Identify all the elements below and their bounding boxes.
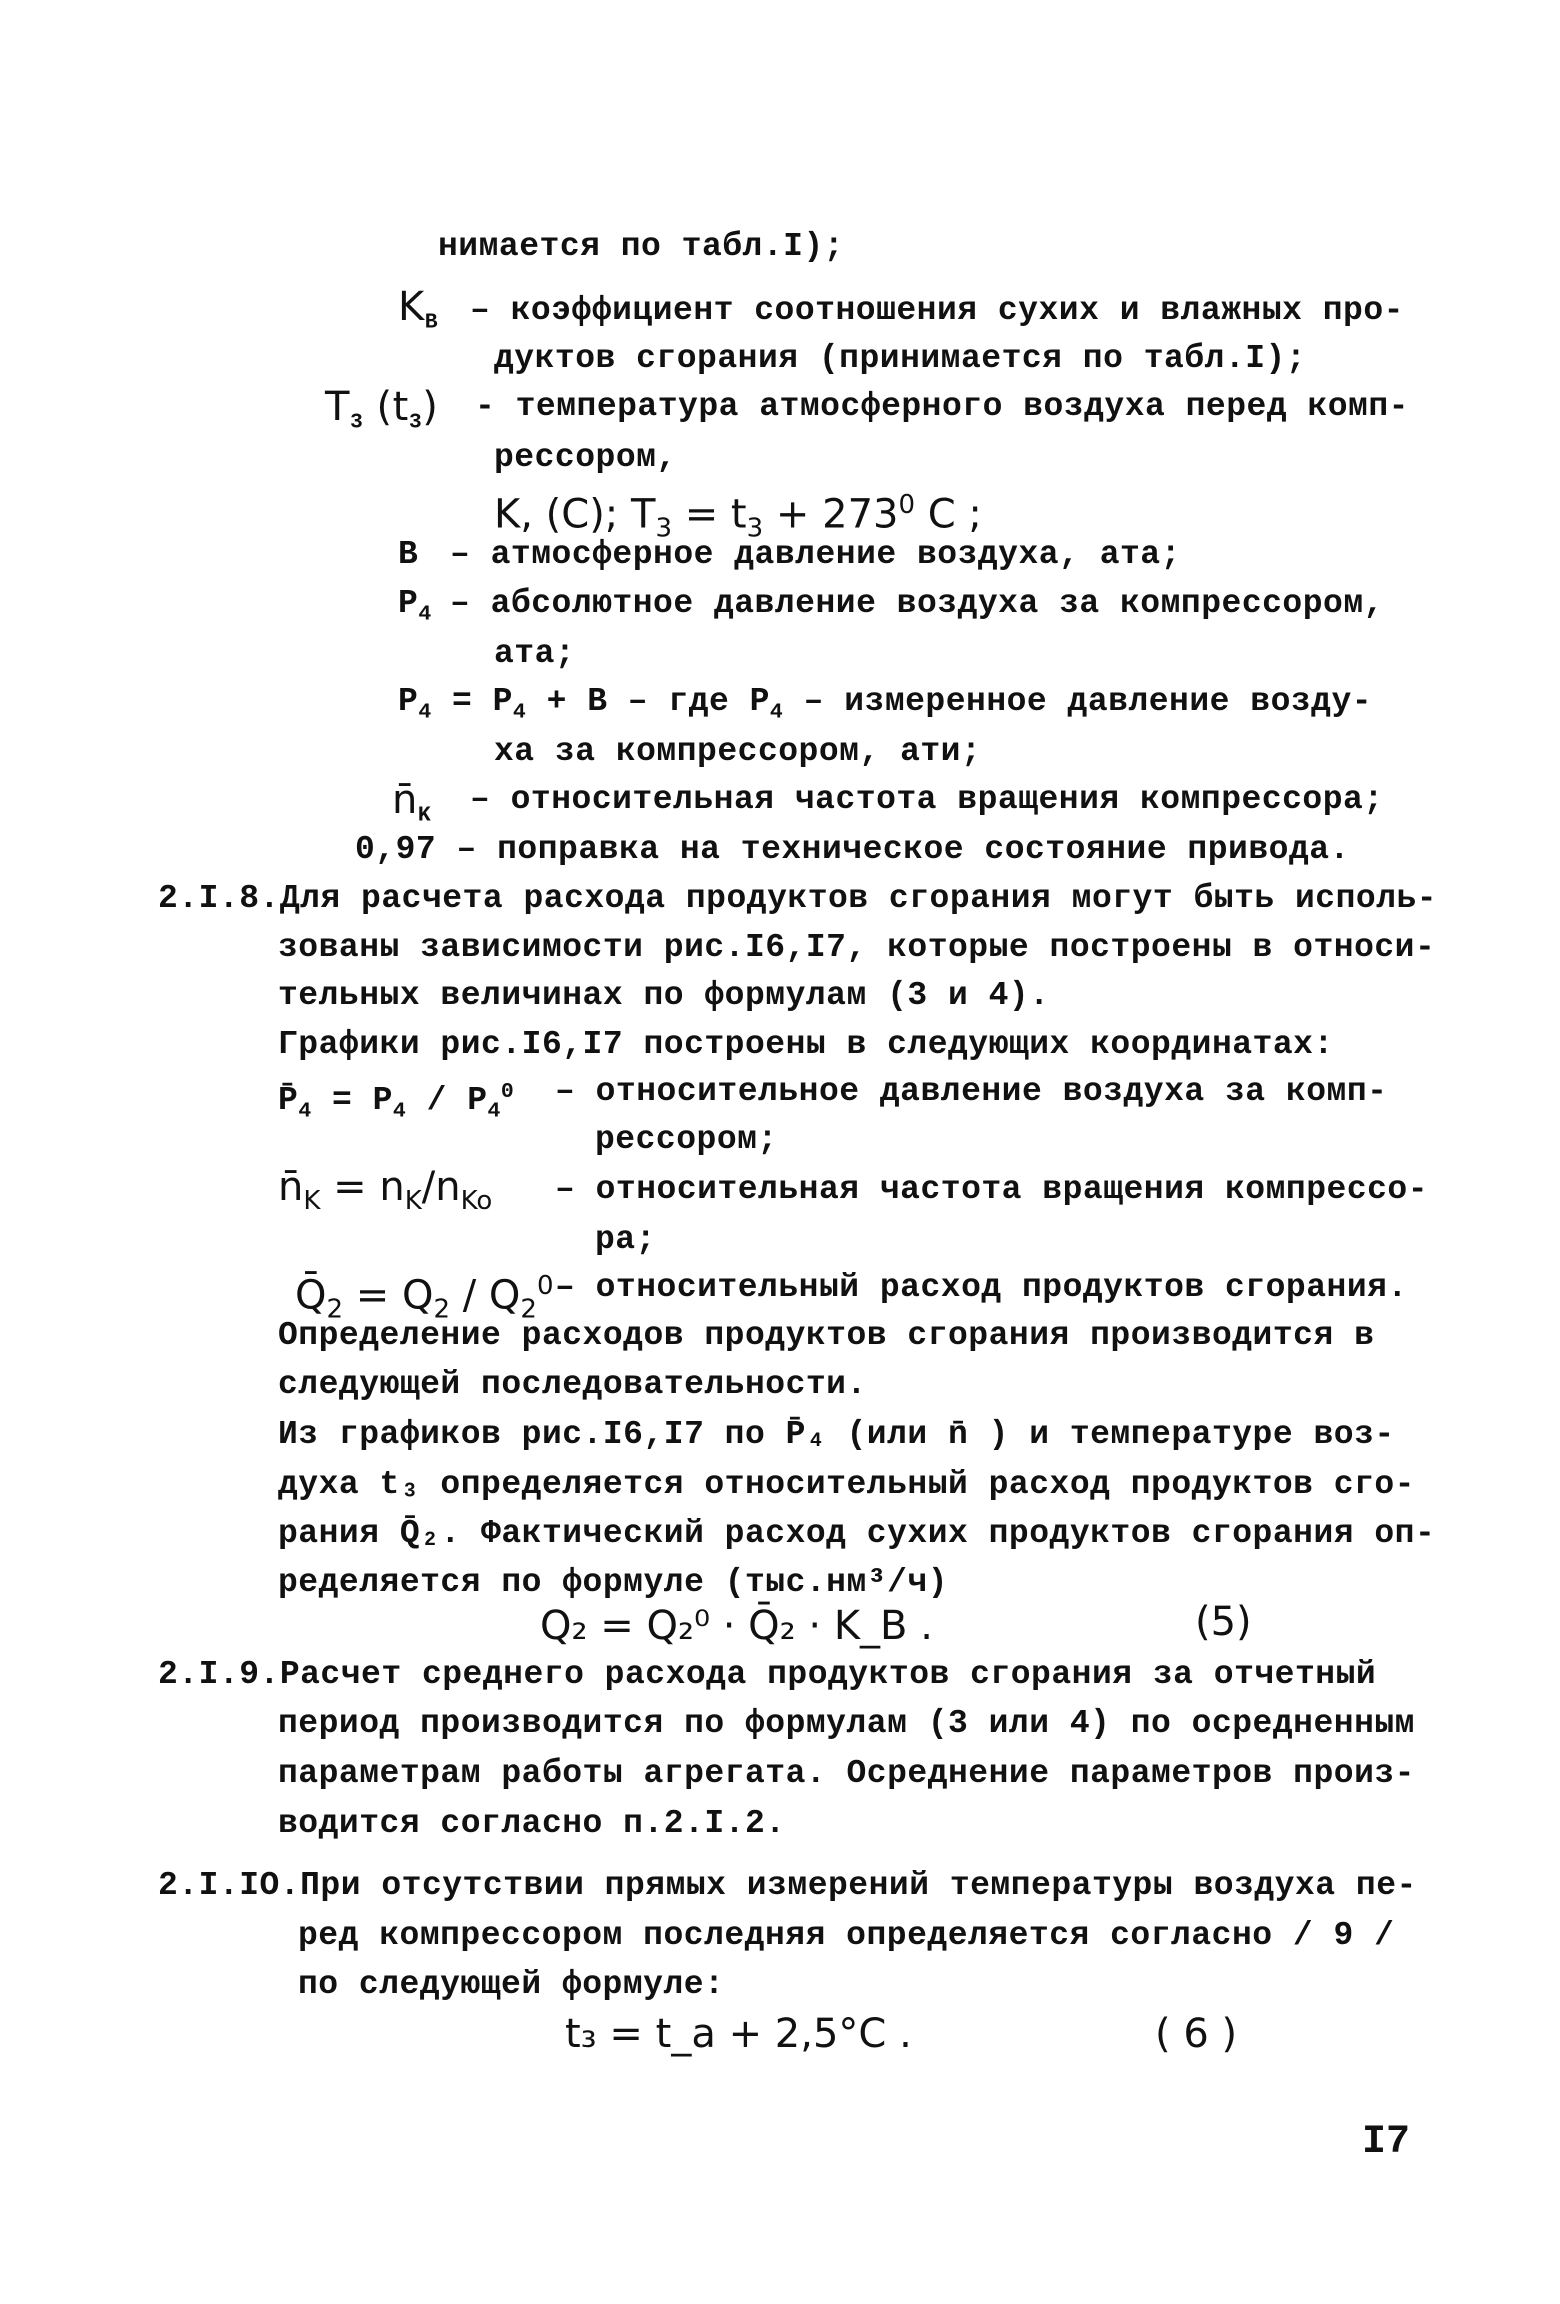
text-line: Графики рис.I6,I7 построены в следующих координатах: [278, 1026, 1334, 1063]
text-line: - температура атмосферного воздуха перед комп- [475, 388, 1409, 425]
text-line: – атмосферное давление воздуха, ата; [450, 536, 1181, 573]
formula-relative-pressure: $P̄_4 = P_4 / P_4^0$ [278, 1080, 515, 1124]
text-line: духа t₃ определяется относительный расход продуктов сго- [278, 1466, 1415, 1503]
text-line: ата; [494, 635, 576, 672]
text-line: дуктов сгорания (принимается по табл.I); [494, 340, 1307, 377]
text-line: – относительный расход продуктов сгорания. [555, 1269, 1408, 1306]
text-line: 2.I.8.Для расчета расхода продуктов сгорания могут быть исполь- [158, 880, 1438, 917]
text-line: 0,97 – поправка на техническое состояние привода. [355, 831, 1350, 868]
formula-temperature: K, (C); $T_3 = t_3 + 273^0$ C ; [494, 490, 982, 544]
text-line: Из графиков рис.I6,I7 по P̄₄ (или n̄ ) и температуре воз- [278, 1416, 1395, 1453]
formula-6: t₃ = t_a + 2,5°C . [565, 2011, 912, 2057]
text-line: – относительная частота вращения компрессора; [470, 781, 1384, 818]
symbol-kb: $K_B$ [398, 284, 439, 335]
text-line: следующей последовательности. [278, 1366, 867, 1403]
text-line: – относительное давление воздуха за комп- [555, 1073, 1388, 1110]
symbol-t3: $T_3$ $(t_3)$ [325, 384, 439, 435]
text-line: – абсолютное давление воздуха за компрессором, [450, 585, 1384, 622]
text-line: 2.I.IO.При отсутствии прямых измерений температуры воздуха пе- [158, 1867, 1417, 1904]
text-line: зованы зависимости рис.I6,I7, которые построены в относи- [278, 929, 1436, 966]
page-number: I7 [1361, 2120, 1410, 2165]
text-line: ред компрессором последняя определяется согласно / 9 / [298, 1917, 1395, 1954]
text-line: период производится по формулам (3 или 4) по осредненным [278, 1705, 1415, 1742]
text-line: рессором, [494, 439, 677, 476]
text-line: ра; [595, 1221, 656, 1258]
text-line: водится согласно п.2.I.2. [278, 1805, 786, 1842]
symbol-nk: $n̄_K$ [392, 777, 432, 828]
text-line: по следующей формуле: [298, 1966, 725, 2003]
formula-relative-speed: $n̄_K = n_K/n_{Ko}$ [278, 1164, 493, 1216]
text-line: $P_4 = P_4 + B$ – где $P_4$ – измеренное давление возду- [398, 683, 1373, 725]
text-line: – коэффициент соотношения сухих и влажных про- [470, 292, 1404, 329]
formula-5: Q₂ = Q₂⁰ · Q̄₂ · K_B . [540, 1603, 933, 1649]
text-line: ха за компрессором, ати; [494, 733, 982, 770]
text-line: 2.I.9.Расчет среднего расхода продуктов сгорания за отчетный [158, 1656, 1377, 1693]
text-line: рания Q̄₂. Фактический расход сухих продуктов сгорания оп- [278, 1515, 1436, 1552]
formula-relative-flow: $Q̄_2 = Q_2 / Q_2^0$ [295, 1271, 554, 1325]
formula-5-number: (5) [1195, 1599, 1252, 1645]
text-line: – относительная частота вращения компрессо- [555, 1171, 1429, 1208]
text-line: параметрам работы агрегата. Осреднение параметров произ- [278, 1755, 1415, 1792]
text-line: нимается по табл.I); [438, 228, 845, 265]
text-line: Определение расходов продуктов сгорания производится в [278, 1317, 1375, 1354]
text-line: рессором; [595, 1121, 778, 1158]
symbol-p4: $P_4$ [398, 585, 432, 627]
text-line: тельных величинах по формулам (3 и 4). [278, 977, 1050, 1014]
formula-6-number: ( 6 ) [1155, 2011, 1238, 2057]
text-line: ределяется по формуле (тыс.нм³/ч) [278, 1564, 949, 1601]
symbol-b: B [398, 536, 419, 573]
